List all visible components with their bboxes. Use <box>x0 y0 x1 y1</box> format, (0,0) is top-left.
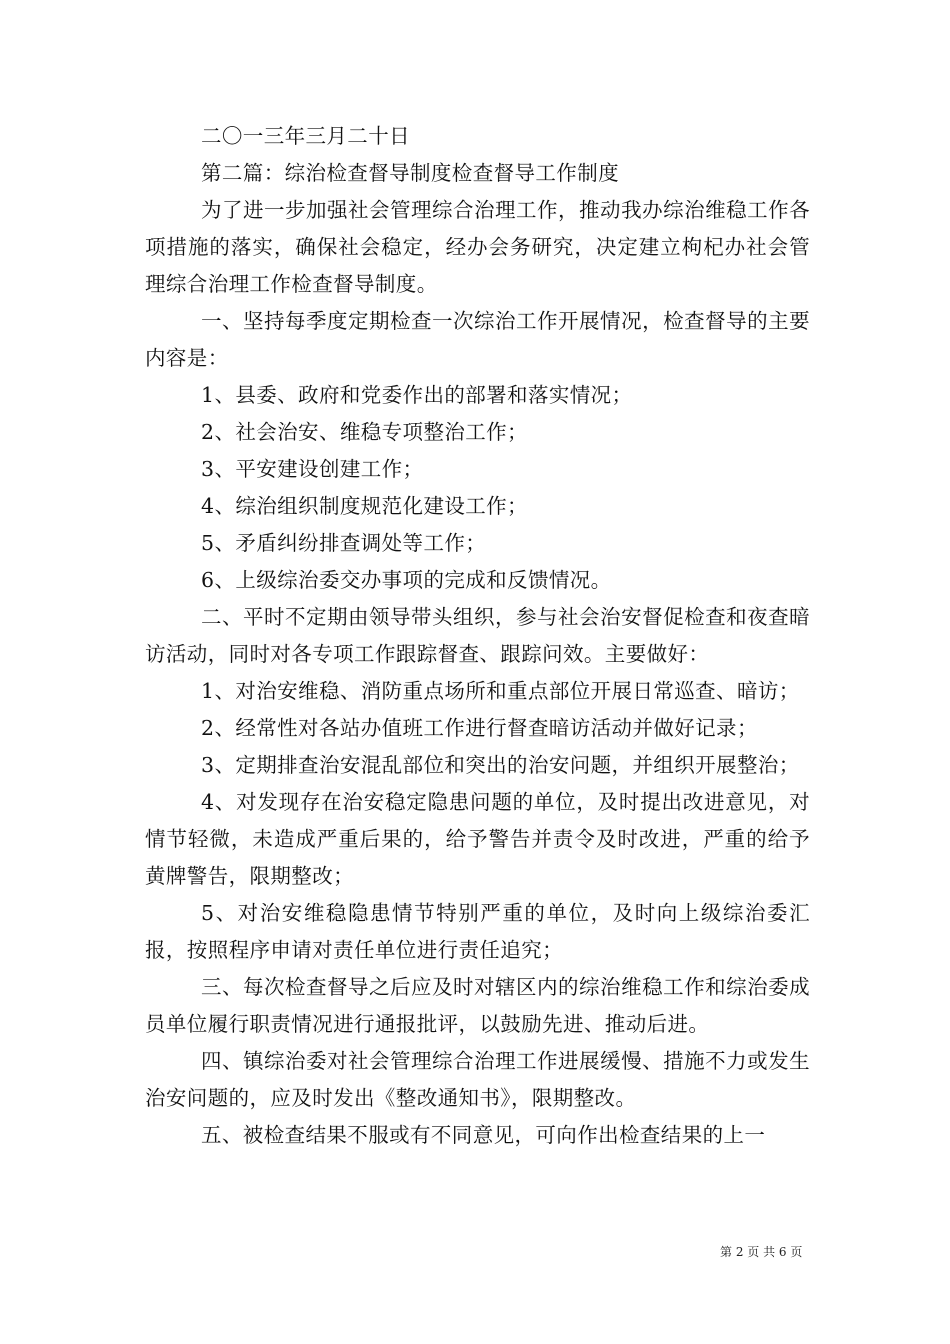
clause-2-item-1: 1、对治安维稳、消防重点场所和重点部位开展日常巡查、暗访； <box>201 679 800 703</box>
clause-2-item-4: 4、对发现存在治安稳定隐患问题的单位，及时提出改进意见，对情节轻微，未造成严重后果的，给予警告并责令及时改进，严重的给予黄牌警告，限期整改； <box>145 790 810 888</box>
clause-2-paragraph: 二、平时不定期由领导带头组织，参与社会治安督促检查和夜查暗访活动，同时对各专项工作跟踪督查、跟踪问效。主要做好： <box>145 605 810 666</box>
clause-1-item-4: 4、综治组织制度规范化建设工作； <box>201 494 528 518</box>
clause-2-item-5: 5、对治安维稳隐患情节特别严重的单位，及时向上级综治委汇报，按照程序申请对责任单位进行责任追究； <box>145 901 810 962</box>
intro-paragraph: 为了进一步加强社会管理综合治理工作，推动我办综治维稳工作各项措施的落实，确保社会稳定，经办会务研究，决定建立枸杞办社会管理综合治理工作检查督导制度。 <box>145 198 810 296</box>
section-title: 第二篇：综治检查督导制度检查督导工作制度 <box>201 161 619 185</box>
clause-1-item-2: 2、社会治安、维稳专项整治工作； <box>201 420 528 444</box>
clause-3-paragraph: 三、每次检查督导之后应及时对辖区内的综治维稳工作和综治委成员单位履行职责情况进行通报批评，以鼓励先进、推动后进。 <box>145 975 810 1036</box>
clause-1-item-5: 5、矛盾纠纷排查调处等工作； <box>201 531 487 555</box>
clause-1-paragraph: 一、坚持每季度定期检查一次综治工作开展情况，检查督导的主要内容是： <box>145 309 810 370</box>
date-line: 二〇一三年三月二十日 <box>201 124 410 148</box>
clause-1-item-1: 1、县委、政府和党委作出的部署和落实情况； <box>201 383 633 407</box>
clause-2-item-2: 2、经常性对各站办值班工作进行督查暗访活动并做好记录； <box>201 716 758 740</box>
clause-4-paragraph: 四、镇综治委对社会管理综合治理工作进展缓慢、措施不力或发生治安问题的，应及时发出《整改通知书》，限期整改。 <box>145 1049 810 1110</box>
clause-5-paragraph: 五、被检查结果不服或有不同意见，可向作出检查结果的上一 <box>201 1123 766 1147</box>
document-body <box>145 118 810 1154</box>
clause-1-item-6: 6、上级综治委交办事项的完成和反馈情况。 <box>201 568 612 592</box>
clause-2-item-3: 3、定期排查治安混乱部位和突出的治安问题，并组织开展整治； <box>201 753 800 777</box>
clause-1-item-3: 3、平安建设创建工作； <box>201 457 424 481</box>
page-number: 第 2 页 共 6 页 <box>720 1245 803 1259</box>
